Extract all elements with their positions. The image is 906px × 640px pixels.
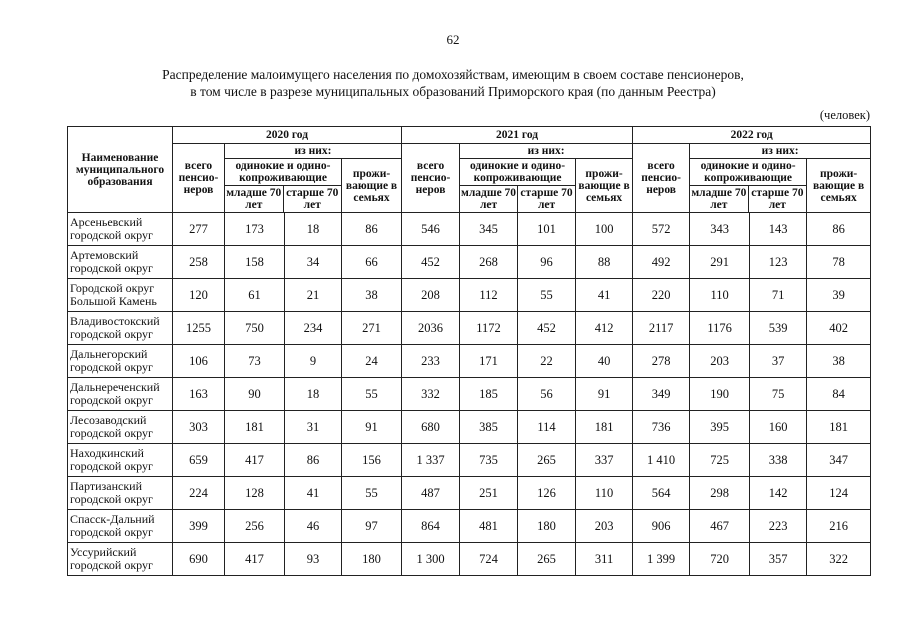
table-cell: 90 [225,378,285,411]
municipality-name: Дальнегорский городской округ [68,345,173,378]
table-row [68,411,871,444]
table-cell: 208 [402,279,460,312]
table-cell: 278 [633,345,690,378]
table-cell: 40 [576,345,633,378]
header-single-label: одинокие и одино-копроживающие [460,159,575,186]
table-cell: 101 [518,213,576,246]
table-cell: 203 [690,345,750,378]
header-year-2022: 2022 год [633,127,871,144]
header-age-split [225,186,341,212]
table-cell: 1 399 [633,543,690,576]
table-cell: 110 [576,477,633,510]
table-cell: 256 [225,510,285,543]
table-cell: 38 [807,345,871,378]
table-cell: 216 [807,510,871,543]
table-cell: 1 300 [402,543,460,576]
table-cell: 268 [460,246,518,279]
table-cell: 906 [633,510,690,543]
table-cell: 41 [285,477,342,510]
table-cell: 1255 [173,312,225,345]
table-cell: 402 [807,312,871,345]
municipality-name: Партизанский городской округ [68,477,173,510]
table-row [68,477,871,510]
table-cell: 9 [285,345,342,378]
table-cell: 86 [807,213,871,246]
table-cell: 156 [342,444,402,477]
table-cell: 73 [225,345,285,378]
table-cell: 298 [690,477,750,510]
table-cell: 864 [402,510,460,543]
title-line-1: Распределение малоимущего населения по домохозяйствам, имеющим в своем составе пенсионеров, [162,67,744,82]
pensioner-households-table [67,126,871,576]
table-row [68,444,871,477]
table-cell: 181 [807,411,871,444]
header-of-them-2022: из них: [690,144,871,159]
table-row [68,543,871,576]
table-cell: 659 [173,444,225,477]
table-cell: 690 [173,543,225,576]
header-total-2020: всего пенсио-неров [173,144,225,213]
table-cell: 114 [518,411,576,444]
table-cell: 735 [460,444,518,477]
table-cell: 546 [402,213,460,246]
table-cell: 1176 [690,312,750,345]
header-single-2021 [460,159,576,213]
header-older: старше 70 лет [751,187,804,211]
table-cell: 417 [225,444,285,477]
table-cell: 158 [225,246,285,279]
table-cell: 160 [750,411,807,444]
table-cell: 347 [807,444,871,477]
table-cell: 467 [690,510,750,543]
municipality-name: Спасск-Дальний городской округ [68,510,173,543]
title-line-2: в том числе в разрезе муниципальных образований Приморского края (по данным Реестра) [190,84,716,99]
table-cell: 190 [690,378,750,411]
table-cell: 142 [750,477,807,510]
table-cell: 265 [518,444,576,477]
table-cell: 24 [342,345,402,378]
table-cell: 539 [750,312,807,345]
table-row [68,213,871,246]
table-cell: 251 [460,477,518,510]
municipality-name: Артемовский городской округ [68,246,173,279]
table-cell: 322 [807,543,871,576]
table-cell: 163 [173,378,225,411]
table-cell: 271 [342,312,402,345]
table-cell: 1172 [460,312,518,345]
table-cell: 1 410 [633,444,690,477]
table-cell: 110 [690,279,750,312]
table-cell: 680 [402,411,460,444]
table-cell: 34 [285,246,342,279]
table-cell: 2036 [402,312,460,345]
table-cell: 223 [750,510,807,543]
table-cell: 564 [633,477,690,510]
header-total-2021: всего пенсио-неров [402,144,460,213]
table-row [68,246,871,279]
header-age-split [690,186,806,212]
table-cell: 123 [750,246,807,279]
table-cell: 22 [518,345,576,378]
table-cell: 224 [173,477,225,510]
unit-label: (человек) [819,108,870,122]
table-cell: 46 [285,510,342,543]
table-cell: 56 [518,378,576,411]
header-total-2022: всего пенсио-неров [633,144,690,213]
table-cell: 452 [518,312,576,345]
table-cell: 39 [807,279,871,312]
table-cell: 2117 [633,312,690,345]
table-cell: 357 [750,543,807,576]
table-row [68,378,871,411]
table-cell: 265 [518,543,576,576]
table-body [68,213,871,576]
municipality-name: Уссурийский городской округ [68,543,173,576]
header-younger: младше 70 лет [461,187,517,211]
table-cell: 417 [225,543,285,576]
table-cell: 75 [750,378,807,411]
table-cell: 1 337 [402,444,460,477]
table-cell: 343 [690,213,750,246]
table-cell: 171 [460,345,518,378]
municipality-name: Арсеньевский городской округ [68,213,173,246]
table-cell: 492 [633,246,690,279]
header-older: старше 70 лет [286,187,339,211]
municipality-name: Лесозаводский городской округ [68,411,173,444]
table-cell: 720 [690,543,750,576]
table-cell: 291 [690,246,750,279]
header-single-2020 [225,159,342,213]
municipality-name: Городской округ Большой Камень [68,279,173,312]
table-cell: 124 [807,477,871,510]
table-cell: 55 [518,279,576,312]
table-cell: 38 [342,279,402,312]
table-cell: 395 [690,411,750,444]
table-cell: 234 [285,312,342,345]
header-single-2022 [690,159,807,213]
table-cell: 736 [633,411,690,444]
header-families-2021: прожи-вающие в семьях [576,159,633,213]
header-single-label: одинокие и одино-копроживающие [690,159,806,186]
table-cell: 55 [342,378,402,411]
table-cell: 203 [576,510,633,543]
table-cell: 724 [460,543,518,576]
table-cell: 487 [402,477,460,510]
table-cell: 88 [576,246,633,279]
table-cell: 452 [402,246,460,279]
table-cell: 91 [576,378,633,411]
table-cell: 86 [342,213,402,246]
header-families-2020: прожи-вающие в семьях [342,159,402,213]
table-cell: 277 [173,213,225,246]
table-cell: 55 [342,477,402,510]
table-cell: 66 [342,246,402,279]
header-families-2022: прожи-вающие в семьях [807,159,871,213]
table-cell: 338 [750,444,807,477]
header-single-label: одинокие и одино-копроживающие [225,159,341,186]
table-cell: 332 [402,378,460,411]
table-cell: 572 [633,213,690,246]
table-cell: 91 [342,411,402,444]
table-cell: 128 [225,477,285,510]
table-cell: 385 [460,411,518,444]
municipality-name: Находкинский городской округ [68,444,173,477]
header-year-2020: 2020 год [173,127,402,144]
header-younger: младше 70 лет [225,186,284,212]
table-cell: 481 [460,510,518,543]
table-cell: 100 [576,213,633,246]
table-cell: 399 [173,510,225,543]
table-cell: 345 [460,213,518,246]
header-of-them-2020: из них: [225,144,402,159]
table-cell: 349 [633,378,690,411]
header-year-2021: 2021 год [402,127,633,144]
table-cell: 61 [225,279,285,312]
table-cell: 120 [173,279,225,312]
table-cell: 311 [576,543,633,576]
table-cell: 84 [807,378,871,411]
table-row [68,345,871,378]
municipality-name: Владивостокский городской округ [68,312,173,345]
page-title [60,66,846,100]
header-of-them-2021: из них: [460,144,633,159]
table-cell: 173 [225,213,285,246]
table-row [68,279,871,312]
table-cell: 181 [576,411,633,444]
table-row [68,312,871,345]
header-older: старше 70 лет [520,187,573,211]
header-age-split [460,186,575,212]
table-cell: 258 [173,246,225,279]
table-cell: 18 [285,213,342,246]
table-cell: 71 [750,279,807,312]
table-cell: 37 [750,345,807,378]
table-cell: 96 [518,246,576,279]
table-cell: 412 [576,312,633,345]
table-cell: 337 [576,444,633,477]
table-cell: 93 [285,543,342,576]
table-cell: 18 [285,378,342,411]
table-cell: 78 [807,246,871,279]
table-row [68,510,871,543]
table-cell: 21 [285,279,342,312]
table-cell: 106 [173,345,225,378]
table-cell: 143 [750,213,807,246]
table-cell: 180 [518,510,576,543]
table-cell: 180 [342,543,402,576]
header-younger: младше 70 лет [690,186,749,212]
table-cell: 233 [402,345,460,378]
page-number: 62 [446,32,460,47]
table-cell: 303 [173,411,225,444]
table-cell: 185 [460,378,518,411]
municipality-name: Дальнереченский городской округ [68,378,173,411]
table-cell: 112 [460,279,518,312]
table-cell: 220 [633,279,690,312]
table-cell: 31 [285,411,342,444]
table-cell: 97 [342,510,402,543]
table-cell: 126 [518,477,576,510]
table-cell: 86 [285,444,342,477]
header-municipality: Наименование муниципального образования [68,127,173,213]
table-cell: 181 [225,411,285,444]
table-cell: 725 [690,444,750,477]
table-cell: 750 [225,312,285,345]
table-cell: 41 [576,279,633,312]
